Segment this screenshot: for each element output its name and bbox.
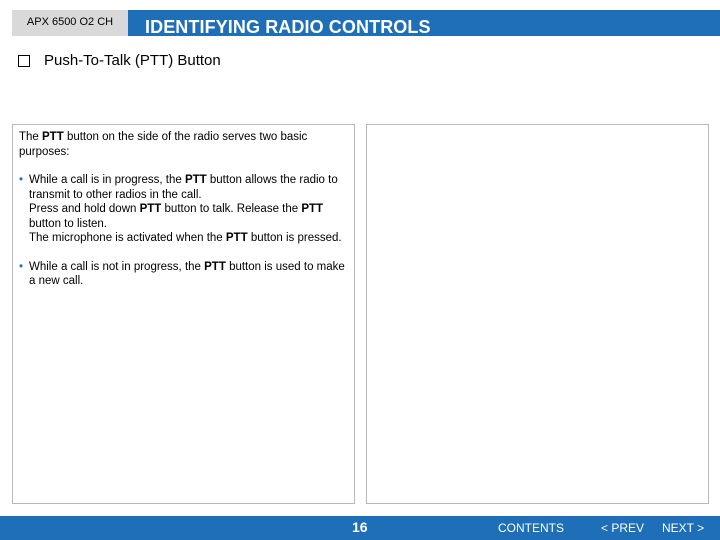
footer-bar <box>0 516 720 540</box>
next-link[interactable]: NEXT > <box>662 521 705 535</box>
body-text <box>19 130 349 303</box>
bullet-line: While a call is in progress, the PTT button allows the radio to transmit to other radios in the call. <box>29 174 338 201</box>
bullet-dot-icon: • <box>19 260 24 273</box>
intro-paragraph: The PTT button on the side of the radio serves two basic purposes: <box>19 131 308 158</box>
section-heading-text: Push-To-Talk (PTT) Button <box>44 52 221 69</box>
bullet-line: While a call is not in progress, the PTT button is used to make a new call. <box>29 260 345 287</box>
bullet-dot-icon: • <box>19 174 24 186</box>
title-bar <box>128 10 720 36</box>
image-panel <box>366 124 709 504</box>
checkbox-bullet-icon <box>18 55 30 67</box>
bullet-item <box>19 173 349 246</box>
section-heading <box>18 52 221 69</box>
bullet-item <box>19 260 349 289</box>
bullet-line: The microphone is activated when the PTT button is pressed. <box>29 232 342 244</box>
model-tag: APX 6500 O2 CH <box>12 10 128 36</box>
page-number: 16 <box>352 519 368 535</box>
bullet-line: Press and hold down PTT button to talk. Release the PTT button to listen. <box>29 203 324 230</box>
contents-link[interactable]: CONTENTS <box>498 521 564 535</box>
prev-link[interactable]: < PREV <box>601 521 645 535</box>
page-title: IDENTIFYING RADIO CONTROLS <box>145 17 431 37</box>
